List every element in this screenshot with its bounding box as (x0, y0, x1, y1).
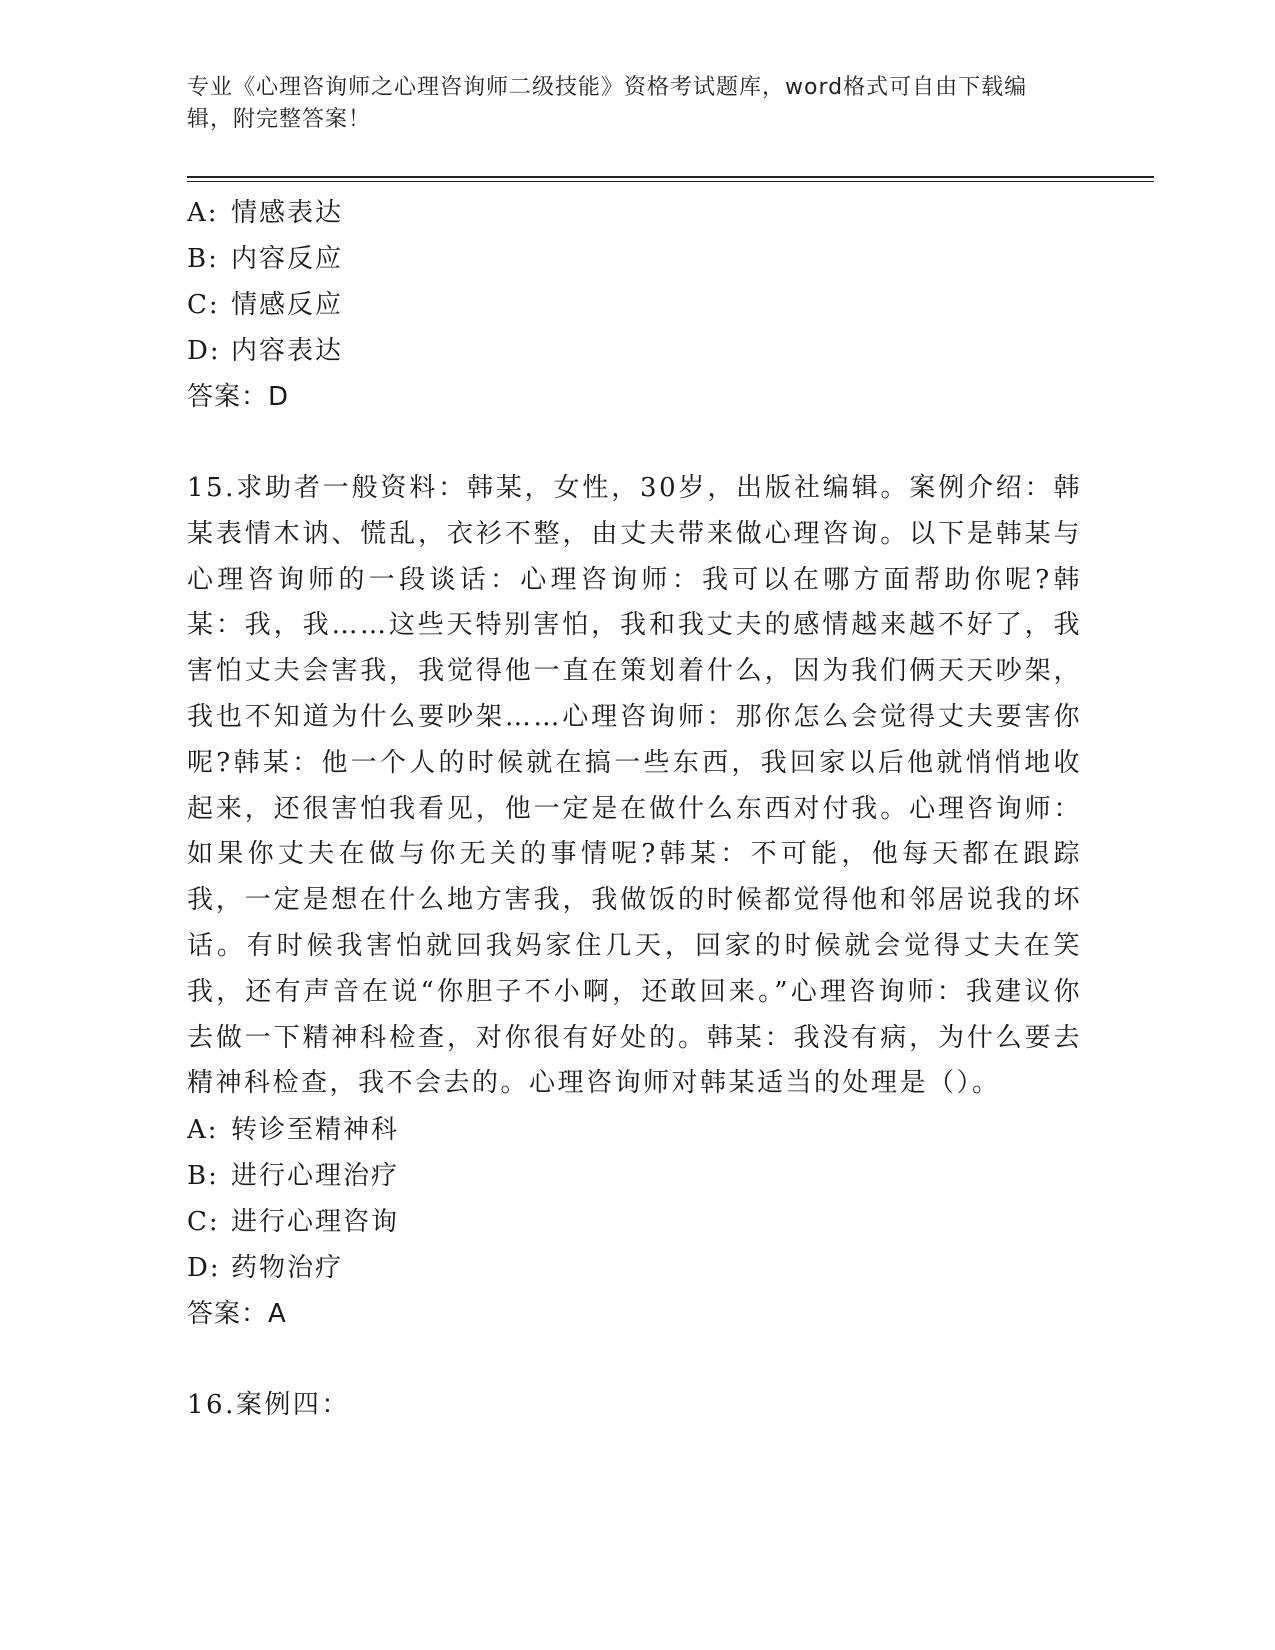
option-letter: D: (187, 336, 221, 366)
question-15 (187, 466, 1087, 1337)
option-letter: D: (187, 1253, 221, 1284)
option-letter: A: (187, 1115, 219, 1146)
option-text: 内容反应 (231, 244, 344, 274)
option-text: 情感表达 (231, 198, 344, 228)
option-text: 情感反应 (231, 290, 344, 320)
option-letter: C: (187, 1207, 220, 1238)
option-b (187, 236, 1087, 282)
option-letter: B: (187, 1161, 219, 1192)
document-body (187, 190, 1087, 1429)
option-a (187, 190, 1087, 236)
option-text: 进行心理咨询 (231, 1207, 400, 1238)
page-header: 专业《心理咨询师之心理咨询师二级技能》资格考试题库，word格式可自由下载编辑，附完整答案！ (187, 75, 1028, 132)
option-d (187, 1245, 1087, 1291)
option-c (187, 282, 1087, 328)
option-b (187, 1153, 1087, 1199)
option-a (187, 1107, 1087, 1153)
answer-line: 答案：D (187, 382, 290, 412)
question-text: 16.案例四： (187, 1390, 350, 1421)
prev-question-options (187, 190, 1087, 420)
header-rule-thick (187, 176, 1154, 178)
spacer (187, 420, 1087, 466)
answer-line: 答案：A (187, 1299, 287, 1330)
option-letter: C: (187, 290, 220, 320)
option-letter: B: (187, 244, 219, 274)
option-text: 进行心理治疗 (231, 1161, 400, 1192)
option-text: 内容表达 (231, 336, 344, 366)
option-d (187, 328, 1087, 374)
option-c (187, 1199, 1087, 1245)
question-16 (187, 1383, 1087, 1429)
spacer (187, 1337, 1087, 1383)
question-text: 15.求助者一般资料：韩某，女性，30岁，出版社编辑。案例介绍：韩某表情木讷、慌乱，衣衫不整，由丈夫带来做心理咨询。以下是韩某与心理咨询师的一段谈话：心理咨询师：我可以在哪方面帮助你呢?韩某：我，我……这些天特别害怕，我和我丈夫的感情越来越不好了，我害怕丈夫会害我，我觉得他一直在策划着什么，因为我们俩天天吵架，我也不知道为什么要吵架……心理咨询师：那你怎么会觉得丈夫要害你呢?韩某：他一个人的时候就在搞一些东西，我回家以后他就悄悄地收起来，还很害怕我看见，他一定是在做什么东西对付我。心理咨询师：如果你丈夫在做与你无关的事情呢?韩某：不可能，他每天都在跟踪我，一定是想在什么地方害我，我做饭的时候都觉得他和邻居说我的坏话。有时候我害怕就回我妈家住几天，回家的时候就会觉得丈夫在笑我，还有声音在说“你胆子不小啊，还敢回来。”心理咨询师：我建议你去做一下精神科检查，对你很有好处的。韩某：我没有病，为什么要去精神科检查，我不会去的。心理咨询师对韩某适当的处理是（）。 (187, 473, 1082, 1099)
option-letter: A: (187, 198, 219, 228)
header-rule-thin (187, 181, 1154, 182)
option-text: 转诊至精神科 (231, 1115, 400, 1146)
option-text: 药物治疗 (231, 1253, 344, 1284)
